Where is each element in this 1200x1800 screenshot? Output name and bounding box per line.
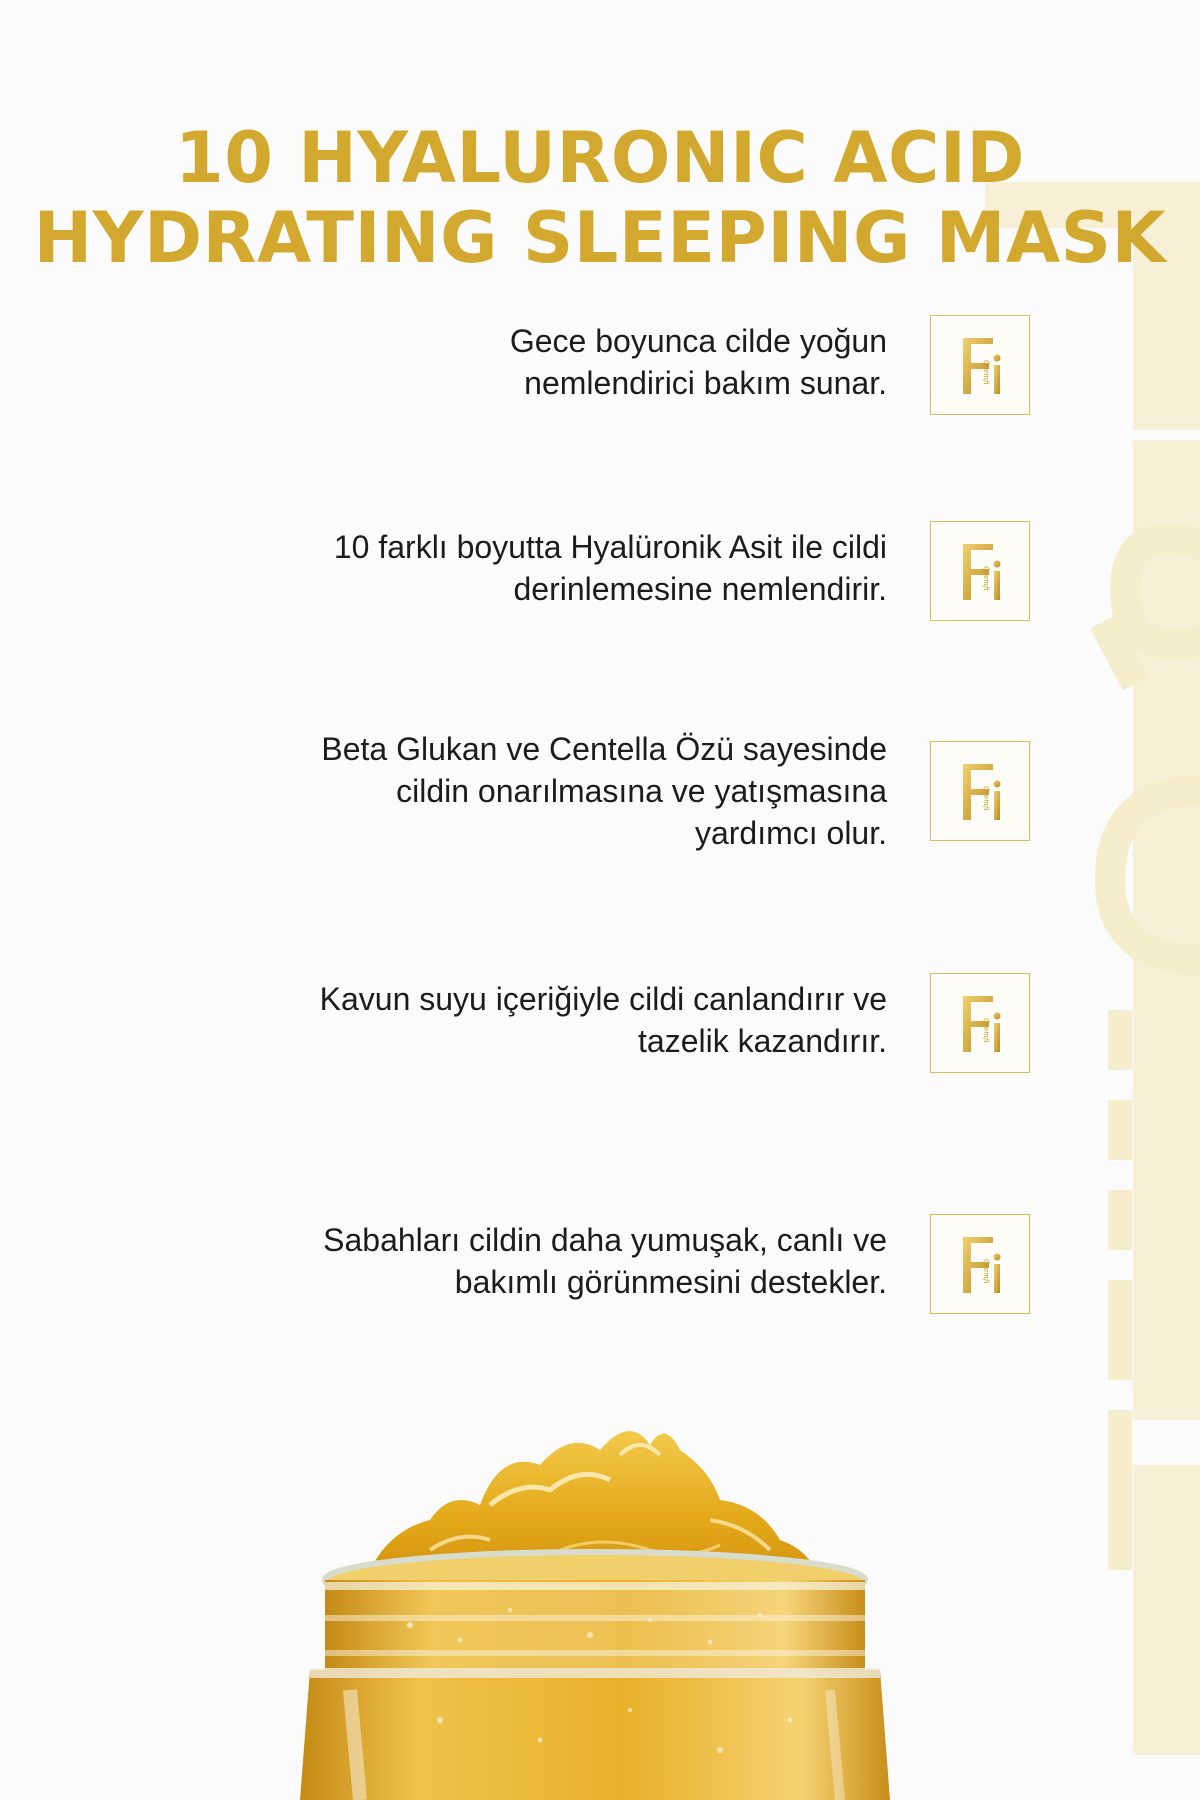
feature-line: 10 farklı boyutta Hyalüronik Asit ile cildi bbox=[333, 529, 887, 565]
gel-jar-image bbox=[290, 1410, 920, 1800]
feature-line: Sabahları cildin daha yumuşak, canlı ve bbox=[323, 1222, 887, 1258]
feature-line: nemlendirici bakım sunar. bbox=[524, 365, 887, 401]
title-line-2: HYDRATING SLEEPING MASK bbox=[33, 197, 1167, 279]
brand-logo-icon bbox=[930, 315, 1030, 415]
svg-text:Qremfi: Qremfi bbox=[982, 1259, 990, 1284]
feature-line: bakımlı görünmesini destekler. bbox=[454, 1264, 887, 1300]
feature-line: Gece boyunca cilde yoğun bbox=[509, 323, 887, 359]
svg-text:Qremfi: Qremfi bbox=[982, 1018, 990, 1043]
brand-logo-icon bbox=[930, 521, 1030, 621]
feature-line: cildin onarılmasına ve yatışmasına bbox=[396, 773, 887, 809]
brand-logo-icon bbox=[930, 1214, 1030, 1314]
brand-logo-icon bbox=[930, 973, 1030, 1073]
brand-logo-icon bbox=[930, 741, 1030, 841]
feature-text bbox=[187, 728, 887, 854]
feature-text bbox=[187, 978, 887, 1062]
feature-line: derinlemesine nemlendirir. bbox=[513, 571, 887, 607]
feature-line: yardımcı olur. bbox=[694, 815, 887, 851]
feature-text bbox=[187, 1219, 887, 1303]
feature-line: tazelik kazandırır. bbox=[638, 1023, 887, 1059]
svg-text:Qremfi: Qremfi bbox=[982, 360, 990, 385]
svg-text:Qremfi: Qremfi bbox=[982, 786, 990, 811]
feature-text bbox=[187, 526, 887, 610]
feature-line: Kavun suyu içeriğiyle cildi canlandırır ve bbox=[319, 981, 887, 1017]
title-line-1: 10 HYALURONIC ACID bbox=[175, 117, 1025, 199]
feature-line: Beta Glukan ve Centella Özü sayesinde bbox=[321, 731, 887, 767]
product-title bbox=[0, 118, 1200, 278]
svg-text:Qremfi: Qremfi bbox=[982, 566, 990, 591]
feature-text bbox=[187, 320, 887, 404]
